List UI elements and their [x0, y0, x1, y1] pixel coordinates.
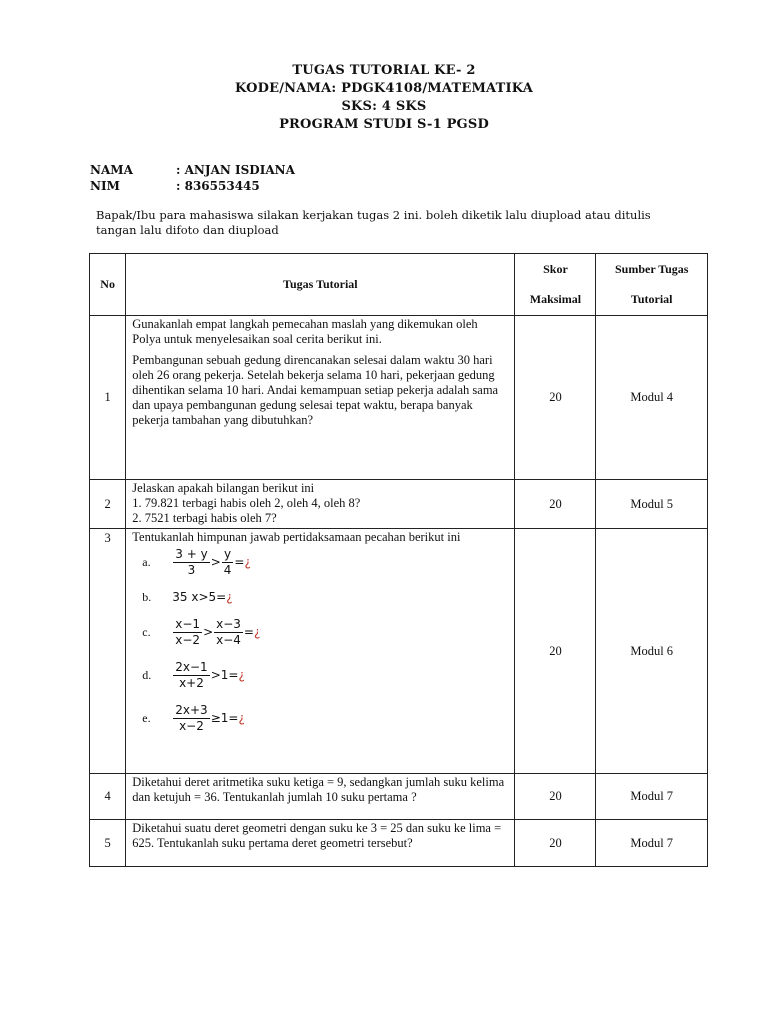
item-letter: b.	[142, 590, 152, 604]
placeholder-mark: ¿	[226, 590, 233, 604]
task-cell	[126, 316, 515, 480]
header-source-line2: Tutorial	[630, 292, 673, 306]
header-task: Tugas Tutorial	[126, 254, 515, 316]
source-cell: Modul 5	[596, 480, 708, 529]
row-number: 1	[90, 316, 126, 480]
task-cell	[126, 480, 515, 529]
row-number: 5	[90, 820, 126, 867]
equals: =	[243, 625, 254, 639]
fraction	[214, 617, 243, 648]
fraction	[173, 703, 209, 734]
numerator: x−3	[216, 617, 241, 631]
fraction	[173, 617, 202, 648]
item-letter: d.	[142, 668, 152, 682]
name-value: : ANJAN ISDIANA	[176, 163, 295, 177]
table-row	[90, 480, 708, 529]
task-instruction: Jelaskan apakah bilangan berikut ini	[132, 481, 315, 495]
numerator: 2x−1	[175, 660, 208, 674]
task-cell	[126, 529, 515, 774]
fraction	[173, 660, 209, 691]
denominator: x−2	[179, 719, 204, 733]
source-cell: Modul 7	[596, 774, 708, 820]
header-source	[596, 254, 708, 316]
equals: =	[234, 555, 245, 569]
placeholder-mark: ¿	[238, 711, 245, 725]
header-title: TUGAS TUTORIAL KE- 2	[292, 63, 476, 78]
numerator: y	[224, 547, 232, 561]
inequality-b	[142, 590, 508, 605]
fraction	[222, 547, 234, 578]
nim-label: NIM	[90, 179, 120, 193]
numerator: x−1	[175, 617, 201, 631]
numerator: 3 + y	[175, 547, 208, 561]
header-program: PROGRAM STUDI S-1 PGSD	[279, 117, 489, 132]
table-header-row	[90, 254, 708, 316]
row-number: 3	[90, 529, 126, 774]
task-problem: Pembangunan sebuah gedung direncanakan selesai dalam waktu 30 hari oleh 26 orang pekerja. Setelah bekerja selama 10 hari, pekerjaan gedung dihentikan selama 10 hari. Andai kemampuan setiap pekerja adalah sama dan upaya pembangunan gedung selesai tepat waktu, berapa banyak pekerja tambahan yang dibutuhkan?	[132, 353, 499, 427]
task-table	[89, 253, 708, 867]
numerator: 2x+3	[175, 703, 208, 717]
row-number: 4	[90, 774, 126, 820]
student-identity	[90, 162, 295, 194]
placeholder-mark: ¿	[253, 625, 261, 639]
header-score-line1: Skor	[543, 262, 568, 276]
score-cell: 20	[515, 316, 596, 480]
task-cell: Diketahui deret aritmetika suku ketiga = 9, sedangkan jumlah suku kelima dan ketujuh = 36. Tentukanlah jumlah 10 suku pertama ?	[126, 774, 515, 820]
header-score-line2: Maksimal	[529, 292, 582, 306]
item-letter: e.	[142, 711, 151, 725]
denominator: 4	[223, 563, 232, 577]
task-item: 1. 79.821 terbagi habis oleh 2, oleh 4, oleh 8?	[132, 496, 361, 510]
header-source-line1: Sumber Tugas	[614, 262, 689, 276]
table-row	[90, 529, 708, 774]
score-cell: 20	[515, 820, 596, 867]
task-instruction: Gunakanlah empat langkah pemecahan maslah yang dikemukan oleh Polya untuk menyelesaikan soal cerita berikut ini.	[132, 317, 478, 346]
nim-value: : 836553445	[176, 179, 260, 193]
table-row	[90, 774, 708, 820]
comparison: >1=	[210, 668, 239, 682]
operator: >	[210, 555, 221, 569]
header-credits: SKS: 4 SKS	[341, 99, 427, 114]
inequality-list	[132, 547, 508, 734]
fraction	[173, 547, 209, 578]
placeholder-mark: ¿	[238, 668, 245, 682]
instructions: Bapak/Ibu para mahasiswa silakan kerjakan tugas 2 ini. boleh diketik lalu diupload atau ditulis tangan lalu difoto dan diupload	[96, 208, 651, 237]
source-cell: Modul 4	[596, 316, 708, 480]
inequality-e	[142, 703, 508, 734]
inequality-a	[142, 547, 508, 578]
item-letter: c.	[142, 625, 151, 639]
header-no: No	[90, 254, 126, 316]
task-instruction: Tentukanlah himpunan jawab pertidaksamaan pecahan berikut ini	[132, 530, 461, 544]
header-score	[515, 254, 596, 316]
score-cell: 20	[515, 774, 596, 820]
comparison: ≥1=	[210, 711, 239, 725]
placeholder-mark: ¿	[244, 555, 251, 569]
row-number: 2	[90, 480, 126, 529]
score-cell: 20	[515, 480, 596, 529]
document-header	[0, 62, 768, 134]
name-label: NAMA	[90, 163, 133, 177]
task-cell: Diketahui suatu deret geometri dengan suku ke 3 = 25 dan suku ke lima = 625. Tentukanlah suku pertama deret geometri tersebut?	[126, 820, 515, 867]
denominator: 3	[187, 563, 196, 577]
item-letter: a.	[142, 555, 151, 569]
task-item: 2. 7521 terbagi habis oleh 7?	[132, 511, 277, 525]
table-row	[90, 820, 708, 867]
inequality-d	[142, 660, 508, 691]
denominator: x−2	[175, 633, 201, 647]
score-cell: 20	[515, 529, 596, 774]
header-course: KODE/NAMA: PDGK4108/MATEMATIKA	[234, 81, 534, 96]
source-cell: Modul 6	[596, 529, 708, 774]
denominator: x−4	[216, 633, 241, 647]
operator: >	[203, 625, 214, 639]
denominator: x+2	[179, 676, 204, 690]
inequality-c	[142, 617, 508, 648]
table-row	[90, 316, 708, 480]
expression: 35 x>5=	[172, 590, 227, 604]
source-cell: Modul 7	[596, 820, 708, 867]
